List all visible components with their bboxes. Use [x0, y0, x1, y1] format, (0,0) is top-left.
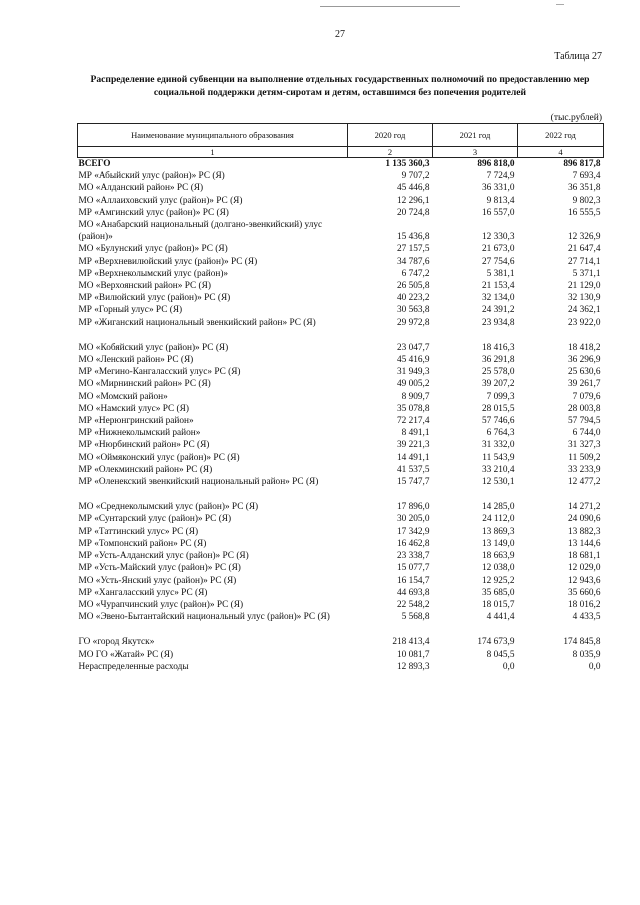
- table-row: [78, 403, 604, 415]
- table-row: [78, 415, 604, 427]
- table-row: [78, 526, 604, 538]
- value-2021: 6 764,3: [486, 428, 515, 439]
- value-2021: 4 441,4: [486, 612, 515, 623]
- subvention-table: [77, 123, 604, 673]
- table-row: [78, 562, 604, 574]
- top-rule: [320, 6, 460, 7]
- value-2020: 16 462,8: [396, 538, 430, 549]
- municipality-name: МО «Мирнинский район» РС (Я): [78, 379, 211, 390]
- value-2021: 0,0: [502, 661, 515, 672]
- value-2021: 24 391,2: [481, 305, 515, 316]
- header-2021: 2021 год: [433, 124, 518, 147]
- municipality-name: МР «Усть-Алданский улус (район)» РС (Я): [78, 551, 249, 562]
- total-label: ВСЕГО: [78, 159, 111, 169]
- value-2021: 8 045,5: [486, 649, 515, 660]
- municipality-name: МО «Усть-Янский улус (район)» РС (Я): [78, 575, 237, 586]
- value-2021: 12 038,0: [481, 563, 515, 574]
- value-2020: 39 221,3: [396, 440, 430, 451]
- table-row: [78, 538, 604, 550]
- value-2020: 41 537,5: [396, 464, 430, 475]
- value-2021: 35 685,0: [481, 587, 515, 598]
- units-label: (тыс.рублей): [550, 113, 602, 123]
- table-body: [78, 158, 604, 673]
- value-2022: 11 509,2: [568, 452, 601, 463]
- value-2020: 23 338,7: [396, 551, 430, 562]
- municipality-name: МР «Вилюйский улус (район)» РС (Я): [78, 293, 231, 304]
- value-2021: 39 207,2: [481, 379, 515, 390]
- municipality-name: МР «Нерюнгринский район»: [78, 416, 194, 427]
- table-row: [78, 599, 604, 611]
- table-row: [78, 587, 604, 599]
- value-2022: 18 681,1: [567, 551, 601, 562]
- value-2020: 29 972,8: [396, 317, 430, 328]
- table-row: [78, 513, 604, 525]
- value-2022: 21 647,4: [567, 244, 601, 255]
- table-row: [78, 427, 604, 439]
- value-2020: 8 909,7: [401, 391, 430, 402]
- value-2022: 12 943,6: [567, 575, 601, 586]
- value-2022: 33 233,9: [567, 464, 601, 475]
- column-number-4: 4: [518, 147, 604, 158]
- value-2020: 72 217,4: [396, 416, 430, 427]
- value-2021: 174 673,9: [477, 637, 515, 648]
- value-2020: 15 077,7: [396, 563, 430, 574]
- municipality-name: МР «Верхнеколымский улус (район)»: [78, 268, 229, 279]
- table-row: [78, 464, 604, 476]
- value-2020: 12 296,1: [396, 195, 430, 206]
- municipality-name: ГО «город Якутск»: [78, 637, 155, 648]
- municipality-name: МР «Олекминский район» РС (Я): [78, 464, 213, 475]
- table-row: [78, 243, 604, 255]
- municipality-name: МО «Оймяконский улус (район)» РС (Я): [78, 452, 240, 463]
- table-row: [78, 439, 604, 451]
- value-2020: 40 223,2: [396, 293, 430, 304]
- municipality-name: МР «Абыйский улус (район)» РС (Я): [78, 171, 225, 182]
- municipality-name: МО «Чурапчинский улус (район)» РС (Я): [78, 599, 244, 610]
- table-row: [78, 575, 604, 587]
- table-row: [78, 611, 604, 623]
- value-2020: 35 078,8: [396, 403, 430, 414]
- value-2021: 14 285,0: [481, 502, 515, 513]
- table-row: [78, 354, 604, 366]
- value-2022: 57 794,5: [567, 416, 601, 427]
- table-row: [78, 195, 604, 207]
- municipality-name: МР «Нюрбинский район» РС (Я): [78, 440, 210, 451]
- value-2021: 12 330,3: [481, 232, 515, 243]
- municipality-name: МР «Горный улус» РС (Я): [78, 305, 183, 316]
- value-2020: 45 446,8: [396, 183, 430, 194]
- value-2021: 18 663,9: [481, 551, 515, 562]
- table-row: [78, 268, 604, 280]
- value-2020: 30 563,8: [396, 305, 430, 316]
- value-2022: 12 477,2: [567, 477, 601, 488]
- table-row: [78, 366, 604, 378]
- total-2022: 896 817,8: [563, 159, 601, 169]
- table-header-row: [78, 124, 604, 147]
- value-2022: 5 371,1: [572, 268, 601, 279]
- value-2020: 8 491,1: [401, 428, 430, 439]
- value-2022: 12 326,9: [567, 232, 601, 243]
- table-row: [78, 182, 604, 194]
- table-row: [78, 452, 604, 464]
- table-row: [78, 342, 604, 354]
- value-2021: 21 153,4: [481, 281, 515, 292]
- value-2022: 0,0: [588, 661, 601, 672]
- municipality-name: МО «Эвено-Бытантайский национальный улус (район)» РС (Я): [78, 612, 330, 623]
- municipality-name: МР «Нижнеколымский район»: [78, 428, 201, 439]
- value-2021: 23 934,8: [481, 317, 515, 328]
- value-2020: 16 154,7: [396, 575, 430, 586]
- value-2021: 24 112,0: [482, 514, 515, 525]
- table-row: [78, 280, 604, 292]
- value-2020: 17 896,0: [396, 502, 430, 513]
- value-2022: 36 351,8: [567, 183, 601, 194]
- value-2021: 16 557,0: [481, 207, 515, 218]
- group-spacer: [78, 329, 604, 342]
- value-2022: 36 296,9: [567, 355, 601, 366]
- municipality-name: МО «Кобяйский улус (район)» РС (Я): [78, 342, 229, 353]
- table-row: [78, 649, 604, 661]
- value-2022: 14 271,2: [567, 502, 601, 513]
- table-row: [78, 292, 604, 304]
- value-2020: 49 005,2: [396, 379, 430, 390]
- value-2021: 5 381,1: [486, 268, 515, 279]
- value-2020: 20 724,8: [396, 207, 430, 218]
- value-2020: 15 747,7: [396, 477, 430, 488]
- table-row: [78, 501, 604, 513]
- value-2022: 174 845,8: [563, 637, 601, 648]
- municipality-name: МО «Намский улус» РС (Я): [78, 403, 189, 414]
- value-2020: 34 787,6: [396, 256, 430, 267]
- table-row: [78, 636, 604, 648]
- value-2021: 28 015,5: [481, 403, 515, 414]
- value-2020: 26 505,8: [396, 281, 430, 292]
- value-2022: 9 802,3: [572, 195, 601, 206]
- value-2020: 23 047,7: [396, 342, 430, 353]
- municipality-name: МО «Анабарский национальный (долгано-эвенкийский) улус (район)»: [78, 220, 323, 243]
- value-2022: 27 714,1: [567, 256, 601, 267]
- table-row: [78, 476, 604, 488]
- value-2022: 16 555,5: [567, 207, 601, 218]
- value-2021: 7 099,3: [486, 391, 515, 402]
- value-2021: 9 813,4: [486, 195, 515, 206]
- value-2022: 35 660,6: [567, 587, 601, 598]
- table-row: [78, 170, 604, 182]
- value-2021: 33 210,4: [481, 464, 515, 475]
- value-2021: 31 332,0: [481, 440, 515, 451]
- table-row: [78, 256, 604, 268]
- municipality-name: МР «Сунтарский улус (район)» РС (Я): [78, 514, 232, 525]
- value-2022: 32 130,9: [567, 293, 601, 304]
- municipality-name: МР «Верхневилюйский улус (район)» РС (Я): [78, 256, 258, 267]
- value-2022: 18 016,2: [567, 599, 601, 610]
- value-2022: 28 003,8: [567, 403, 601, 414]
- column-number-3: 3: [433, 147, 518, 158]
- value-2020: 30 205,0: [396, 514, 430, 525]
- value-2022: 13 144,6: [567, 538, 601, 549]
- value-2021: 7 724,9: [486, 171, 515, 182]
- municipality-name: МР «Амгинский улус (район)» РС (Я): [78, 207, 229, 218]
- value-2021: 13 869,3: [481, 526, 515, 537]
- value-2022: 12 029,0: [567, 563, 601, 574]
- value-2021: 32 134,0: [481, 293, 515, 304]
- value-2021: 18 416,3: [481, 342, 515, 353]
- value-2021: 18 015,7: [481, 599, 515, 610]
- total-2020: 1 135 360,3: [385, 159, 430, 169]
- municipality-name: Нераспределенные расходы: [78, 661, 189, 672]
- table-row: [78, 661, 604, 673]
- column-number-1: 1: [78, 147, 348, 158]
- municipality-name: МО «Верхоянский район» РС (Я): [78, 281, 211, 292]
- value-2020: 31 949,3: [396, 367, 430, 378]
- value-2022: 31 327,3: [567, 440, 601, 451]
- group-spacer: [78, 488, 604, 501]
- value-2021: 36 291,8: [481, 355, 515, 366]
- value-2022: 21 129,0: [567, 281, 601, 292]
- table-row: [78, 304, 604, 316]
- municipality-name: МО «Момский район»: [78, 391, 168, 402]
- value-2022: 23 922,0: [567, 317, 601, 328]
- municipality-name: МО «Ленский район» РС (Я): [78, 355, 194, 366]
- value-2022: 4 433,5: [572, 612, 601, 623]
- table-row: [78, 391, 604, 403]
- value-2021: 36 331,0: [481, 183, 515, 194]
- value-2022: 18 418,2: [567, 342, 601, 353]
- municipality-name: МО «Алданский район» РС (Я): [78, 183, 204, 194]
- value-2022: 7 693,4: [572, 171, 601, 182]
- municipality-name: МР «Томпонский район» РС (Я): [78, 538, 207, 549]
- table-row: [78, 317, 604, 329]
- municipality-name: МР «Хангаласский улус» РС (Я): [78, 587, 208, 598]
- municipality-name: МР «Оленекский эвенкийский национальный район» РС (Я): [78, 477, 319, 488]
- table-row: [78, 550, 604, 562]
- value-2020: 10 081,7: [396, 649, 430, 660]
- value-2022: 24 362,1: [567, 305, 601, 316]
- value-2021: 57 746,6: [481, 416, 515, 427]
- table-row: [78, 219, 604, 243]
- value-2020: 14 491,1: [396, 452, 430, 463]
- value-2021: 21 673,0: [481, 244, 515, 255]
- municipality-name: МО «Среднеколымский улус (район)» РС (Я): [78, 502, 259, 513]
- table-number: Таблица 27: [554, 51, 602, 62]
- value-2022: 25 630,6: [567, 367, 601, 378]
- value-2022: 24 090,6: [567, 514, 601, 525]
- value-2020: 15 436,8: [396, 232, 430, 243]
- municipality-name: МР «Усть-Майский улус (район)» РС (Я): [78, 563, 241, 574]
- column-number-2: 2: [348, 147, 433, 158]
- municipality-name: МР «Мегино-Кангаласский улус» РС (Я): [78, 367, 241, 378]
- page-number: 27: [335, 29, 345, 40]
- value-2020: 17 342,9: [396, 526, 430, 537]
- value-2022: 8 035,9: [572, 649, 601, 660]
- value-2020: 6 747,2: [401, 268, 430, 279]
- value-2021: 13 149,0: [481, 538, 515, 549]
- value-2022: 6 744,0: [572, 428, 601, 439]
- municipality-name: МР «Жиганский национальный эвенкийский район» РС (Я): [78, 317, 316, 328]
- header-municipality: Наименование муниципального образования: [78, 124, 348, 147]
- value-2021: 25 578,0: [481, 367, 515, 378]
- municipality-name: МО ГО «Жатай» РС (Я): [78, 649, 174, 660]
- municipality-name: МР «Таттинский улус» РС (Я): [78, 526, 199, 537]
- group-spacer: [78, 623, 604, 636]
- value-2021: 12 530,1: [481, 477, 515, 488]
- value-2022: 7 079,6: [572, 391, 601, 402]
- header-2022: 2022 год: [518, 124, 604, 147]
- municipality-name: МО «Аллаиховский улус (район)» РС (Я): [78, 195, 243, 206]
- table-row: [78, 207, 604, 219]
- value-2020: 5 568,8: [401, 612, 430, 623]
- table-row: [78, 378, 604, 390]
- top-mark: [556, 4, 564, 5]
- value-2021: 27 754,6: [481, 256, 515, 267]
- value-2020: 27 157,5: [396, 244, 430, 255]
- value-2021: 12 925,2: [481, 575, 515, 586]
- value-2021: 11 543,9: [482, 452, 515, 463]
- total-row: [78, 158, 604, 171]
- value-2022: 13 882,3: [567, 526, 601, 537]
- document-title: Распределение единой субвенции на выполнение отдельных государственных полномочий по предоставлению мер социальной поддержки детям-сиротам и детям, оставшимся без попечения родителей: [90, 74, 590, 98]
- value-2020: 218 413,4: [392, 637, 430, 648]
- value-2020: 9 707,2: [401, 171, 430, 182]
- value-2020: 12 893,3: [396, 661, 430, 672]
- value-2022: 39 261,7: [567, 379, 601, 390]
- value-2020: 22 548,2: [396, 599, 430, 610]
- municipality-name: МО «Булунский улус (район)» РС (Я): [78, 244, 228, 255]
- total-2021: 896 818,0: [477, 159, 515, 169]
- column-number-row: [78, 147, 604, 158]
- value-2020: 45 416,9: [396, 355, 430, 366]
- value-2020: 44 693,8: [396, 587, 430, 598]
- header-2020: 2020 год: [348, 124, 433, 147]
